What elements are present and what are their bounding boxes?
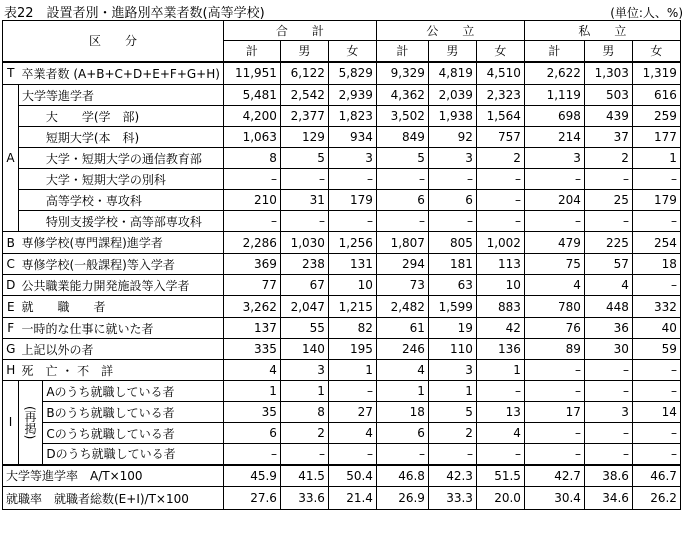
- table-row: [3, 275, 681, 296]
- row-value: 3: [524, 148, 584, 169]
- row-value: 25: [584, 190, 632, 211]
- row-value: 2: [584, 148, 632, 169]
- row-value: 2,482: [376, 296, 428, 318]
- row-value: 210: [223, 190, 280, 211]
- header-sub: 女: [632, 41, 680, 62]
- table-row: [3, 254, 681, 275]
- row-value: 2,939: [328, 85, 376, 106]
- row-value: –: [584, 423, 632, 444]
- row-value: 21.4: [328, 487, 376, 510]
- row-value: 67: [280, 275, 328, 296]
- row-value: 57: [584, 254, 632, 275]
- row-value: 238: [280, 254, 328, 275]
- row-label: 大学等進学者: [19, 85, 224, 106]
- row-value: –: [223, 211, 280, 232]
- table-row: [3, 465, 681, 487]
- row-label: Cのうち就職している者: [43, 423, 224, 444]
- table-row: [3, 318, 681, 339]
- row-value: 3: [584, 402, 632, 423]
- row-value: 1,823: [328, 106, 376, 127]
- row-label: 専修学校(一般課程)等入学者: [19, 254, 224, 275]
- row-value: 4: [223, 360, 280, 381]
- row-value: 110: [428, 339, 476, 360]
- row-value: –: [328, 211, 376, 232]
- row-value: 1,599: [428, 296, 476, 318]
- row-code: C: [3, 254, 19, 275]
- header-sub: 女: [476, 41, 524, 62]
- row-value: 4: [476, 423, 524, 444]
- row-value: 9,329: [376, 62, 428, 85]
- row-value: 4,362: [376, 85, 428, 106]
- row-value: 75: [524, 254, 584, 275]
- row-value: 179: [328, 190, 376, 211]
- row-value: 27: [328, 402, 376, 423]
- row-value: 1,564: [476, 106, 524, 127]
- row-value: –: [524, 423, 584, 444]
- row-label: 大学・短期大学の別科: [43, 169, 224, 190]
- row-value: 59: [632, 339, 680, 360]
- reprint-code: I: [8, 415, 13, 430]
- row-value: 439: [584, 106, 632, 127]
- row-label: Bのうち就職している者: [43, 402, 224, 423]
- row-value: 5: [280, 148, 328, 169]
- header-group: 公 立: [376, 21, 524, 41]
- row-value: 5,829: [328, 62, 376, 85]
- row-value: –: [584, 169, 632, 190]
- row-value: 5: [428, 402, 476, 423]
- table-row: [3, 106, 681, 127]
- table-row: [3, 62, 681, 85]
- row-label: 短期大学(本 科): [43, 127, 224, 148]
- row-value: 4: [584, 275, 632, 296]
- row-value: 6: [428, 190, 476, 211]
- row-value: –: [524, 169, 584, 190]
- header-sub: 男: [428, 41, 476, 62]
- row-value: 140: [280, 339, 328, 360]
- row-value: –: [476, 211, 524, 232]
- table-row: [3, 85, 681, 106]
- row-value: –: [584, 360, 632, 381]
- row-value: 479: [524, 232, 584, 254]
- header-sub: 計: [223, 41, 280, 62]
- row-value: –: [632, 360, 680, 381]
- row-value: –: [476, 444, 524, 465]
- indent-cell: [19, 127, 43, 148]
- row-label: Aのうち就職している者: [43, 381, 224, 402]
- row-code: B: [3, 232, 19, 254]
- row-value: 40: [632, 318, 680, 339]
- row-value: 934: [328, 127, 376, 148]
- row-value: 6: [223, 423, 280, 444]
- row-value: 1,215: [328, 296, 376, 318]
- table-row: [3, 127, 681, 148]
- row-code: D: [3, 275, 19, 296]
- row-value: 42: [476, 318, 524, 339]
- row-value: 2,542: [280, 85, 328, 106]
- row-value: –: [428, 444, 476, 465]
- row-value: 503: [584, 85, 632, 106]
- row-value: 2,622: [524, 62, 584, 85]
- row-value: 33.3: [428, 487, 476, 510]
- row-value: 2,377: [280, 106, 328, 127]
- row-value: 2,323: [476, 85, 524, 106]
- row-value: 177: [632, 127, 680, 148]
- row-value: 38.6: [584, 465, 632, 487]
- row-value: 616: [632, 85, 680, 106]
- row-value: 42.7: [524, 465, 584, 487]
- row-value: 2: [428, 423, 476, 444]
- row-value: –: [476, 190, 524, 211]
- row-value: –: [223, 169, 280, 190]
- row-value: 42.3: [428, 465, 476, 487]
- row-value: 1,002: [476, 232, 524, 254]
- table-row: [3, 381, 681, 402]
- row-value: 26.2: [632, 487, 680, 510]
- row-value: 332: [632, 296, 680, 318]
- row-value: 2,047: [280, 296, 328, 318]
- row-value: –: [632, 275, 680, 296]
- row-value: 3: [280, 360, 328, 381]
- reprint-text: (再掲): [23, 405, 37, 439]
- row-value: 3,262: [223, 296, 280, 318]
- row-value: –: [328, 444, 376, 465]
- row-value: 3: [428, 148, 476, 169]
- row-value: 63: [428, 275, 476, 296]
- row-value: 8: [223, 148, 280, 169]
- unit-note: (単位:人、%): [610, 6, 683, 20]
- row-value: 805: [428, 232, 476, 254]
- row-value: 1: [428, 381, 476, 402]
- header-sub: 男: [280, 41, 328, 62]
- header-group: 合 計: [223, 21, 376, 41]
- row-code: A: [3, 85, 19, 232]
- row-value: 3,502: [376, 106, 428, 127]
- row-value: 2,286: [223, 232, 280, 254]
- row-value: 8: [280, 402, 328, 423]
- row-value: 4: [524, 275, 584, 296]
- row-value: –: [476, 169, 524, 190]
- row-value: 1,119: [524, 85, 584, 106]
- row-value: –: [632, 169, 680, 190]
- row-value: 1,256: [328, 232, 376, 254]
- row-value: –: [524, 211, 584, 232]
- row-value: 27.6: [223, 487, 280, 510]
- row-value: 3: [428, 360, 476, 381]
- row-label: 特別支援学校・高等部専攻科: [43, 211, 224, 232]
- row-value: 50.4: [328, 465, 376, 487]
- row-value: –: [280, 169, 328, 190]
- row-label: 高等学校・専攻科: [43, 190, 224, 211]
- table-row: [3, 211, 681, 232]
- row-value: 37: [584, 127, 632, 148]
- data-table: [2, 20, 681, 510]
- row-value: 36: [584, 318, 632, 339]
- row-label: 就 職 者: [19, 296, 224, 318]
- row-value: 225: [584, 232, 632, 254]
- row-value: 13: [476, 402, 524, 423]
- row-value: –: [524, 360, 584, 381]
- row-value: 1,303: [584, 62, 632, 85]
- row-value: –: [584, 444, 632, 465]
- row-value: –: [328, 169, 376, 190]
- row-value: 20.0: [476, 487, 524, 510]
- row-value: 45.9: [223, 465, 280, 487]
- row-value: 849: [376, 127, 428, 148]
- row-value: –: [376, 169, 428, 190]
- row-value: 35: [223, 402, 280, 423]
- row-value: 136: [476, 339, 524, 360]
- header-sub: 男: [584, 41, 632, 62]
- table-row: [3, 402, 681, 423]
- indent-cell: [19, 106, 43, 127]
- row-value: 246: [376, 339, 428, 360]
- row-value: 369: [223, 254, 280, 275]
- row-value: 82: [328, 318, 376, 339]
- row-label: 大 学(学 部): [43, 106, 224, 127]
- indent-cell: [19, 211, 43, 232]
- row-value: 4,200: [223, 106, 280, 127]
- row-value: 10: [328, 275, 376, 296]
- indent-cell: [19, 190, 43, 211]
- row-value: 129: [280, 127, 328, 148]
- row-label: 上記以外の者: [19, 339, 224, 360]
- row-label: 専修学校(専門課程)進学者: [19, 232, 224, 254]
- table-row: [3, 444, 681, 465]
- row-value: –: [328, 381, 376, 402]
- header-sub: 女: [328, 41, 376, 62]
- row-label: 死 亡 ・ 不 詳: [19, 360, 224, 381]
- header-sub: 計: [524, 41, 584, 62]
- row-value: 131: [328, 254, 376, 275]
- row-value: –: [376, 211, 428, 232]
- row-code: H: [3, 360, 19, 381]
- row-value: 259: [632, 106, 680, 127]
- header-group: 私 立: [524, 21, 680, 41]
- row-value: 55: [280, 318, 328, 339]
- row-value: 181: [428, 254, 476, 275]
- row-value: 1: [476, 360, 524, 381]
- row-value: 1,063: [223, 127, 280, 148]
- row-value: 31: [280, 190, 328, 211]
- table-row: [3, 423, 681, 444]
- row-label: 卒業者数 (A+B+C+D+E+F+G+H): [19, 62, 224, 85]
- row-value: 780: [524, 296, 584, 318]
- row-label: Dのうち就職している者: [43, 444, 224, 465]
- row-value: 1,030: [280, 232, 328, 254]
- row-value: 6: [376, 423, 428, 444]
- row-value: 2,039: [428, 85, 476, 106]
- row-value: 6: [376, 190, 428, 211]
- row-value: 4: [328, 423, 376, 444]
- row-label: 就職率 就職者総数(E+I)/T×100: [3, 487, 224, 510]
- row-value: 89: [524, 339, 584, 360]
- row-code: F: [3, 318, 19, 339]
- row-value: 11,951: [223, 62, 280, 85]
- row-value: 61: [376, 318, 428, 339]
- table-row: [3, 190, 681, 211]
- row-value: 195: [328, 339, 376, 360]
- row-label: 一時的な仕事に就いた者: [19, 318, 224, 339]
- reprint-label: [19, 381, 43, 465]
- row-value: 137: [223, 318, 280, 339]
- table-row: [3, 169, 681, 190]
- row-value: 26.9: [376, 487, 428, 510]
- row-value: 18: [632, 254, 680, 275]
- indent-cell: [19, 169, 43, 190]
- row-value: 757: [476, 127, 524, 148]
- table-row: [3, 487, 681, 510]
- row-value: 294: [376, 254, 428, 275]
- row-value: 73: [376, 275, 428, 296]
- row-value: 204: [524, 190, 584, 211]
- row-value: 6,122: [280, 62, 328, 85]
- row-value: 30.4: [524, 487, 584, 510]
- row-value: 30: [584, 339, 632, 360]
- row-value: 46.8: [376, 465, 428, 487]
- row-value: 254: [632, 232, 680, 254]
- row-value: 51.5: [476, 465, 524, 487]
- row-value: –: [632, 381, 680, 402]
- row-value: –: [223, 444, 280, 465]
- row-value: 10: [476, 275, 524, 296]
- row-value: 2: [280, 423, 328, 444]
- row-value: 14: [632, 402, 680, 423]
- row-value: –: [584, 381, 632, 402]
- row-value: 34.6: [584, 487, 632, 510]
- row-value: 76: [524, 318, 584, 339]
- row-value: 1: [280, 381, 328, 402]
- row-value: 883: [476, 296, 524, 318]
- row-value: 92: [428, 127, 476, 148]
- row-value: –: [584, 211, 632, 232]
- row-value: 1,938: [428, 106, 476, 127]
- row-value: –: [428, 211, 476, 232]
- row-value: 1,807: [376, 232, 428, 254]
- row-value: 448: [584, 296, 632, 318]
- row-value: –: [280, 211, 328, 232]
- row-value: 4: [376, 360, 428, 381]
- row-label: 公共職業能力開発施設等入学者: [19, 275, 224, 296]
- indent-cell: [19, 148, 43, 169]
- row-value: 179: [632, 190, 680, 211]
- row-value: 1: [376, 381, 428, 402]
- row-value: 1: [223, 381, 280, 402]
- row-value: 4,819: [428, 62, 476, 85]
- row-value: 1,319: [632, 62, 680, 85]
- row-value: 18: [376, 402, 428, 423]
- row-value: –: [632, 444, 680, 465]
- row-value: 17: [524, 402, 584, 423]
- row-code: T: [3, 62, 19, 85]
- row-value: –: [428, 169, 476, 190]
- row-label: 大学・短期大学の通信教育部: [43, 148, 224, 169]
- row-label: 大学等進学率 A/T×100: [3, 465, 224, 487]
- row-value: 698: [524, 106, 584, 127]
- row-value: 19: [428, 318, 476, 339]
- row-value: 4,510: [476, 62, 524, 85]
- header-category: 区 分: [3, 21, 224, 62]
- row-value: 3: [328, 148, 376, 169]
- table-row: [3, 148, 681, 169]
- row-value: 113: [476, 254, 524, 275]
- row-value: –: [632, 211, 680, 232]
- row-value: 214: [524, 127, 584, 148]
- row-value: 5: [376, 148, 428, 169]
- header-sub: 計: [376, 41, 428, 62]
- row-value: 335: [223, 339, 280, 360]
- table-row: [3, 360, 681, 381]
- row-value: –: [632, 423, 680, 444]
- row-code: E: [3, 296, 19, 318]
- row-value: 77: [223, 275, 280, 296]
- row-value: –: [280, 444, 328, 465]
- row-value: –: [524, 381, 584, 402]
- row-value: 1: [632, 148, 680, 169]
- row-value: –: [524, 444, 584, 465]
- row-value: 33.6: [280, 487, 328, 510]
- row-value: 1: [328, 360, 376, 381]
- row-value: 46.7: [632, 465, 680, 487]
- row-code: [3, 381, 19, 465]
- table-row: [3, 232, 681, 254]
- table-row: [3, 296, 681, 318]
- row-value: –: [476, 381, 524, 402]
- row-value: 41.5: [280, 465, 328, 487]
- row-value: 2: [476, 148, 524, 169]
- row-value: –: [376, 444, 428, 465]
- row-code: G: [3, 339, 19, 360]
- row-value: 5,481: [223, 85, 280, 106]
- table-row: [3, 339, 681, 360]
- table-title: 表22 設置者別・進路別卒業者数(高等学校): [4, 6, 265, 21]
